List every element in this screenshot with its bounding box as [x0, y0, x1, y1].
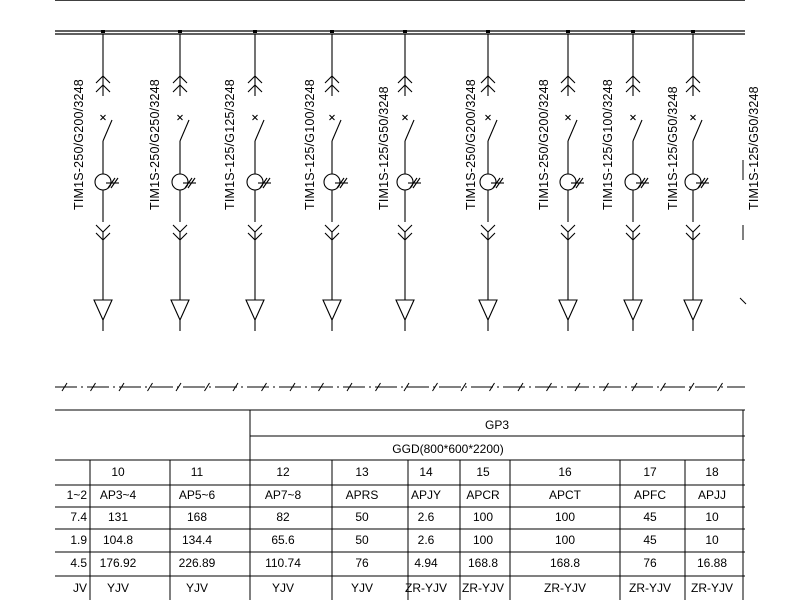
calculated-load: 65.6: [271, 533, 295, 547]
breaker-contact: [568, 120, 577, 141]
installed-capacity: 7.4: [70, 510, 87, 524]
feeder-breaker-label: TIM1S-250/G200/3248: [537, 79, 551, 210]
installed-capacity: 168: [186, 510, 208, 524]
calculated-load: 10: [705, 533, 719, 547]
cable-outlet-terminal: [323, 300, 341, 320]
calculated-load: 2.6: [417, 533, 435, 547]
circuit-name: APCR: [466, 488, 500, 502]
feeder-breaker-label: TIM1S-125/G50/3248: [747, 86, 761, 210]
feeder-circuit: [559, 30, 584, 331]
calculated-current: 16.88: [696, 556, 728, 570]
feeder-breaker-label: TIM1S-125/G125/3248: [223, 79, 237, 210]
calculated-load: 50: [355, 533, 369, 547]
circuit-number: 17: [643, 465, 657, 479]
cabinet-model: GGD(800*600*2200): [392, 442, 504, 456]
calculated-current: 4.5: [70, 556, 87, 570]
calculated-current: 226.89: [178, 556, 216, 570]
feeder-breaker-label: TIM1S-125/G50/3248: [377, 86, 391, 210]
installed-capacity: 2.6: [417, 510, 435, 524]
circuit-table-grid: [55, 410, 745, 600]
feeder-breaker-label: TIM1S-125/G50/3248: [666, 86, 680, 210]
cable-outlet-terminal: [684, 300, 702, 320]
circuit-name: AP7~8: [264, 488, 302, 502]
breaker-contact: [633, 120, 642, 141]
circuit-number: 14: [419, 465, 433, 479]
calculated-current: 110.74: [265, 556, 301, 570]
disconnect-contact-lower: [686, 225, 700, 232]
calculated-current: 168.8: [549, 556, 581, 570]
panel-boundary-line: [55, 383, 745, 391]
circuit-name: APJJ: [697, 488, 727, 502]
calculated-load: 45: [643, 533, 657, 547]
disconnect-contact-lower: [481, 225, 495, 232]
cable-type: YJV: [106, 581, 130, 595]
calculated-load: 100: [472, 533, 494, 547]
calculated-current: 4.94: [414, 556, 438, 570]
disconnect-contact-lower: [398, 225, 412, 232]
circuit-number: 16: [558, 465, 572, 479]
group-name: GP3: [484, 418, 510, 432]
feeder-breaker-label: TIM1S-250/G250/3248: [148, 79, 162, 210]
disconnect-contact-lower: [96, 225, 110, 232]
cable-outlet-terminal: [624, 300, 642, 320]
installed-capacity: 82: [276, 510, 290, 524]
calculated-current: 76: [643, 556, 657, 570]
installed-capacity: 131: [107, 510, 129, 524]
cable-type: ZR-YJV: [691, 581, 733, 595]
cable-outlet-terminal: [246, 300, 264, 320]
disconnect-contact-lower: [626, 225, 640, 232]
cable-outlet-terminal: [559, 300, 577, 320]
cable-type: ZR-YJV: [544, 581, 586, 595]
feeder-circuit: [246, 30, 271, 331]
breaker-contact: [255, 120, 264, 141]
cable-type: YJV: [350, 581, 374, 595]
breaker-contact: [180, 120, 189, 141]
installed-capacity: 10: [705, 510, 719, 524]
calculated-load: 134.4: [181, 533, 213, 547]
feeder-circuits: [72, 30, 761, 331]
breaker-contact: [693, 120, 702, 141]
cable-type: ZR-YJV: [462, 581, 504, 595]
calculated-load: 1.9: [70, 533, 87, 547]
installed-capacity: 100: [472, 510, 494, 524]
disconnect-contact-lower: [173, 225, 187, 232]
edge-partial-column: [740, 160, 746, 304]
disconnect-contact-lower: [325, 225, 339, 232]
circuit-name: 1~2: [66, 488, 87, 502]
calculated-load: 100: [554, 533, 576, 547]
cable-outlet-terminal: [171, 300, 189, 320]
calculated-current: 76: [355, 556, 369, 570]
feeder-circuit: [624, 30, 649, 331]
feeder-circuit: [684, 30, 709, 331]
circuit-name: AP5~6: [178, 488, 216, 502]
circuit-name: APFC: [633, 488, 667, 502]
breaker-contact: [103, 120, 112, 141]
cable-outlet-terminal: [94, 300, 112, 320]
circuit-name: APJY: [410, 488, 442, 502]
cable-type: ZR-YJV: [629, 581, 671, 595]
circuit-name: APCT: [548, 488, 582, 502]
circuit-number: 18: [705, 465, 719, 479]
disconnect-contact-lower: [248, 225, 262, 232]
circuit-number: 12: [276, 465, 290, 479]
cable-type: JV: [72, 581, 87, 595]
circuit-number: 13: [355, 465, 369, 479]
feeder-breaker-label: TIM1S-250/G200/3248: [464, 79, 478, 210]
installed-capacity: 45: [643, 510, 657, 524]
circuit-number: 15: [476, 465, 490, 479]
feeder-circuit: [479, 30, 504, 331]
feeder-breaker-label: TIM1S-250/G200/3248: [72, 79, 86, 210]
breaker-contact: [332, 120, 341, 141]
feeder-circuit: [171, 30, 196, 331]
calculated-current: 176.92: [99, 556, 137, 570]
calculated-current: 168.8: [467, 556, 499, 570]
feeder-breaker-label: TIM1S-125/G100/3248: [303, 79, 317, 210]
feeder-breaker-label: TIM1S-125/G100/3248: [601, 79, 615, 210]
breaker-contact: [405, 120, 414, 141]
cable-outlet-terminal: [396, 300, 414, 320]
circuit-name: AP3~4: [99, 488, 137, 502]
main-busbar: [55, 31, 745, 34]
breaker-contact: [488, 120, 497, 141]
installed-capacity: 50: [355, 510, 369, 524]
disconnect-contact-lower: [561, 225, 575, 232]
cable-type: ZR-YJV: [405, 581, 447, 595]
feeder-circuit: [396, 30, 421, 331]
circuit-name: APRS: [345, 488, 379, 502]
feeder-circuit: [94, 30, 119, 331]
calculated-load: 104.8: [102, 533, 134, 547]
installed-capacity: 100: [554, 510, 576, 524]
circuit-number: 11: [190, 465, 204, 479]
cable-outlet-terminal: [479, 300, 497, 320]
circuit-number: 10: [111, 465, 125, 479]
feeder-circuit: [323, 30, 348, 331]
cable-type: YJV: [271, 581, 295, 595]
cable-type: YJV: [185, 581, 209, 595]
